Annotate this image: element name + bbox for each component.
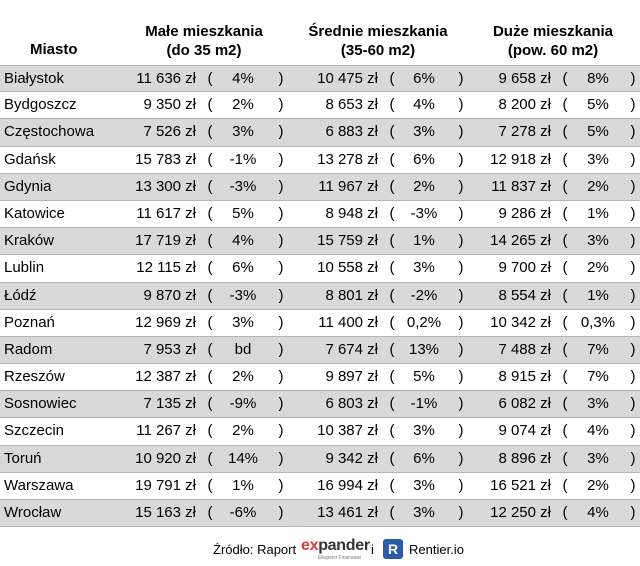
- small-price: 15 163 zł: [135, 504, 196, 521]
- large-change: 5%: [587, 123, 609, 141]
- medium-change: 5%: [413, 368, 435, 386]
- paren-open: (: [389, 504, 395, 521]
- small-change: 6%: [232, 259, 254, 277]
- small-price: 12 387 zł: [135, 368, 196, 386]
- paren-open: (: [562, 340, 568, 358]
- header-large-title: Duże mieszkania: [492, 23, 614, 40]
- medium-change: 2%: [413, 177, 435, 195]
- and-text: i: [371, 542, 374, 557]
- city-name: Katowice: [4, 204, 65, 222]
- paren-open: (: [207, 395, 213, 413]
- small-price: 17 719 zł: [135, 232, 196, 250]
- paren-open: (: [207, 70, 213, 87]
- city-name: Bydgoszcz: [4, 96, 77, 114]
- paren-close: ): [278, 96, 284, 114]
- large-change: 4%: [587, 422, 609, 440]
- medium-change: -1%: [410, 395, 438, 413]
- paren-open: (: [389, 395, 395, 413]
- small-price: 11 636 zł: [136, 70, 196, 87]
- paren-open: (: [562, 150, 568, 168]
- medium-change: 1%: [413, 232, 435, 250]
- city-name: Gdańsk: [4, 150, 56, 168]
- large-price: 9 286 zł: [498, 204, 551, 222]
- medium-change: 3%: [413, 504, 435, 521]
- medium-change: -3%: [410, 204, 438, 222]
- paren-close: ): [278, 150, 284, 168]
- large-change: 0,3%: [580, 313, 616, 331]
- large-price: 8 554 zł: [498, 286, 551, 304]
- paren-close: ): [278, 476, 284, 494]
- paren-close: ): [458, 422, 464, 440]
- large-change: 2%: [587, 177, 609, 195]
- small-change: -9%: [229, 395, 257, 413]
- paren-close: ): [630, 286, 636, 304]
- large-price: 12 918 zł: [490, 150, 551, 168]
- table-row: [0, 201, 640, 228]
- header-city: Miasto: [30, 41, 78, 58]
- medium-change: 13%: [408, 340, 440, 358]
- large-price: 11 837 zł: [491, 177, 551, 195]
- table-header: [0, 0, 640, 66]
- paren-open: (: [389, 340, 395, 358]
- medium-price: 10 475 zł: [317, 70, 378, 87]
- paren-close: ): [458, 123, 464, 141]
- paren-open: (: [207, 96, 213, 114]
- paren-open: (: [389, 150, 395, 168]
- paren-open: (: [562, 177, 568, 195]
- large-change: 7%: [587, 340, 609, 358]
- small-change: 2%: [232, 422, 254, 440]
- paren-open: (: [207, 313, 213, 331]
- paren-open: (: [562, 313, 568, 331]
- large-change: 5%: [587, 96, 609, 114]
- medium-price: 6 803 zł: [325, 395, 378, 413]
- medium-price: 15 759 zł: [317, 232, 378, 250]
- city-name: Warszawa: [4, 476, 74, 494]
- city-name: Gdynia: [4, 177, 52, 195]
- large-change: 3%: [587, 395, 609, 413]
- paren-open: (: [389, 204, 395, 222]
- paren-open: (: [562, 368, 568, 386]
- medium-price: 10 558 zł: [317, 259, 378, 277]
- table-row: [0, 255, 640, 282]
- large-price: 9 074 zł: [498, 422, 551, 440]
- paren-open: (: [562, 70, 568, 87]
- header-medium-range: (35-60 m2): [340, 42, 416, 59]
- large-change: 7%: [587, 368, 609, 386]
- small-change: 4%: [232, 70, 254, 87]
- large-change: 1%: [587, 204, 609, 222]
- paren-close: ): [278, 340, 284, 358]
- paren-open: (: [207, 422, 213, 440]
- city-name: Lublin: [4, 259, 45, 277]
- paren-close: ): [630, 340, 636, 358]
- paren-close: ): [278, 123, 284, 141]
- large-price: 8 896 zł: [498, 449, 551, 467]
- medium-change: 6%: [413, 449, 435, 467]
- header-small-apartments: [128, 22, 280, 60]
- paren-close: ): [278, 313, 284, 331]
- small-price: 10 920 zł: [135, 449, 196, 467]
- header-medium-apartments: [293, 22, 463, 60]
- table-row: [0, 92, 640, 119]
- expander-tagline: Eksperci Finansowi: [318, 555, 362, 561]
- table-row: [0, 65, 640, 92]
- paren-close: ): [278, 422, 284, 440]
- paren-close: ): [278, 368, 284, 386]
- table-row: [0, 364, 640, 391]
- paren-open: (: [389, 96, 395, 114]
- city-name: Szczecin: [4, 422, 65, 440]
- small-change: 14%: [227, 449, 259, 467]
- medium-price: 8 653 zł: [325, 96, 378, 114]
- small-change: 3%: [232, 123, 254, 141]
- paren-open: (: [207, 177, 213, 195]
- large-price: 7 488 zł: [498, 340, 551, 358]
- small-price: 7 526 zł: [143, 123, 196, 141]
- paren-close: ): [278, 232, 284, 250]
- paren-close: ): [630, 232, 636, 250]
- city-name: Kraków: [4, 232, 55, 250]
- medium-price: 8 948 zł: [325, 204, 378, 222]
- paren-close: ): [278, 286, 284, 304]
- small-change: 5%: [232, 204, 254, 222]
- paren-open: (: [207, 476, 213, 494]
- large-change: 2%: [587, 259, 609, 277]
- large-change: 1%: [587, 286, 609, 304]
- small-price: 7 135 zł: [143, 395, 196, 413]
- paren-close: ): [630, 259, 636, 277]
- paren-close: ): [458, 70, 464, 87]
- paren-close: ): [458, 232, 464, 250]
- small-price: 15 783 zł: [135, 150, 196, 168]
- city-name: Sosnowiec: [4, 395, 77, 413]
- paren-open: (: [207, 123, 213, 141]
- paren-open: (: [562, 395, 568, 413]
- paren-open: (: [562, 449, 568, 467]
- medium-change: 6%: [413, 70, 435, 87]
- paren-close: ): [458, 177, 464, 195]
- paren-close: ): [630, 70, 636, 87]
- source-footer: [0, 536, 640, 562]
- small-price: 11 617 zł: [136, 204, 196, 222]
- table-row: [0, 147, 640, 174]
- paren-close: ): [630, 476, 636, 494]
- paren-close: ): [630, 368, 636, 386]
- header-large-apartments: [478, 22, 628, 60]
- table-row: [0, 473, 640, 500]
- paren-close: ): [278, 449, 284, 467]
- header-small-title: Małe mieszkania: [145, 23, 263, 40]
- large-change: 2%: [587, 476, 609, 494]
- paren-close: ): [630, 96, 636, 114]
- paren-open: (: [389, 70, 395, 87]
- paren-open: (: [562, 504, 568, 521]
- paren-close: ): [458, 286, 464, 304]
- header-large-range: (pow. 60 m2): [507, 42, 599, 59]
- paren-close: ): [458, 96, 464, 114]
- paren-open: (: [389, 177, 395, 195]
- paren-open: (: [389, 368, 395, 386]
- medium-price: 16 994 zł: [317, 476, 378, 494]
- paren-open: (: [207, 232, 213, 250]
- paren-close: ): [458, 395, 464, 413]
- small-change: 2%: [232, 368, 254, 386]
- small-change: -3%: [229, 177, 257, 195]
- paren-close: ): [278, 70, 284, 87]
- paren-close: ): [458, 476, 464, 494]
- large-price: 8 915 zł: [498, 368, 551, 386]
- medium-price: 9 342 zł: [325, 449, 378, 467]
- paren-open: (: [207, 286, 213, 304]
- paren-open: (: [389, 232, 395, 250]
- table-row: [0, 391, 640, 418]
- paren-close: ): [458, 340, 464, 358]
- large-change: 4%: [587, 504, 609, 521]
- paren-close: ): [278, 504, 284, 521]
- medium-change: 0,2%: [406, 313, 442, 331]
- medium-price: 13 461 zł: [317, 504, 378, 521]
- small-change: 3%: [232, 313, 254, 331]
- large-price: 6 082 zł: [498, 395, 551, 413]
- paren-close: ): [458, 259, 464, 277]
- expander-logo-rest: pander: [318, 537, 370, 554]
- table-row: [0, 337, 640, 364]
- table-body: [0, 65, 640, 527]
- small-change: -6%: [229, 504, 257, 521]
- expander-logo: [301, 537, 370, 555]
- paren-close: ): [278, 204, 284, 222]
- medium-change: 3%: [413, 422, 435, 440]
- table-row: [0, 310, 640, 337]
- paren-open: (: [207, 204, 213, 222]
- paren-open: (: [389, 422, 395, 440]
- paren-open: (: [562, 123, 568, 141]
- paren-close: ): [278, 259, 284, 277]
- city-name: Toruń: [4, 449, 42, 467]
- small-price: 7 953 zł: [143, 340, 196, 358]
- table-row: [0, 228, 640, 255]
- large-change: 3%: [587, 232, 609, 250]
- small-change: 4%: [232, 232, 254, 250]
- medium-change: 6%: [413, 150, 435, 168]
- paren-open: (: [562, 204, 568, 222]
- paren-close: ): [278, 395, 284, 413]
- medium-price: 6 883 zł: [325, 123, 378, 141]
- expander-logo-accent: ex: [301, 537, 319, 554]
- paren-open: (: [207, 150, 213, 168]
- paren-close: ): [630, 422, 636, 440]
- small-price: 19 791 zł: [135, 476, 196, 494]
- table-row: [0, 119, 640, 146]
- city-name: Białystok: [4, 70, 65, 87]
- paren-open: (: [562, 422, 568, 440]
- paren-close: ): [630, 150, 636, 168]
- large-price: 10 342 zł: [490, 313, 551, 331]
- source-label: Źródło: Raport: [213, 542, 297, 557]
- paren-open: (: [562, 96, 568, 114]
- paren-close: ): [458, 150, 464, 168]
- medium-price: 11 400 zł: [318, 313, 378, 331]
- small-price: 12 115 zł: [136, 259, 196, 277]
- paren-open: (: [389, 123, 395, 141]
- medium-price: 11 967 zł: [318, 177, 378, 195]
- paren-open: (: [389, 313, 395, 331]
- medium-change: 4%: [413, 96, 435, 114]
- small-price: 13 300 zł: [135, 177, 196, 195]
- paren-close: ): [630, 449, 636, 467]
- paren-close: ): [278, 177, 284, 195]
- paren-close: ): [458, 449, 464, 467]
- small-change: -3%: [229, 286, 257, 304]
- city-name: Łódź: [4, 286, 37, 304]
- paren-open: (: [389, 286, 395, 304]
- paren-close: ): [630, 177, 636, 195]
- large-price: 16 521 zł: [490, 476, 551, 494]
- large-price: 8 200 zł: [498, 96, 551, 114]
- city-name: Wrocław: [4, 504, 62, 521]
- paren-close: ): [630, 204, 636, 222]
- table-row: [0, 418, 640, 445]
- medium-change: 3%: [413, 259, 435, 277]
- medium-price: 10 387 zł: [317, 422, 378, 440]
- medium-price: 13 278 zł: [317, 150, 378, 168]
- paren-open: (: [562, 259, 568, 277]
- paren-close: ): [630, 395, 636, 413]
- header-small-range: (do 35 m2): [166, 42, 242, 59]
- large-price: 12 250 zł: [490, 504, 551, 521]
- large-change: 3%: [587, 449, 609, 467]
- paren-open: (: [207, 259, 213, 277]
- medium-change: -2%: [410, 286, 438, 304]
- large-change: 3%: [587, 150, 609, 168]
- large-price: 14 265 zł: [490, 232, 551, 250]
- small-change: -1%: [229, 150, 257, 168]
- table-row: [0, 446, 640, 473]
- large-price: 9 700 zł: [498, 259, 551, 277]
- paren-open: (: [207, 340, 213, 358]
- table-row: [0, 174, 640, 201]
- paren-open: (: [389, 259, 395, 277]
- paren-close: ): [630, 504, 636, 521]
- city-name: Poznań: [4, 313, 55, 331]
- small-price: 9 350 zł: [143, 96, 196, 114]
- paren-open: (: [562, 476, 568, 494]
- city-name: Radom: [4, 340, 53, 358]
- small-change: 1%: [232, 476, 254, 494]
- paren-close: ): [630, 123, 636, 141]
- paren-open: (: [207, 368, 213, 386]
- table-row: [0, 500, 640, 527]
- rentier-logo-icon: R: [383, 539, 403, 559]
- paren-open: (: [207, 504, 213, 521]
- paren-close: ): [458, 313, 464, 331]
- large-change: 8%: [587, 70, 609, 87]
- medium-change: 3%: [413, 476, 435, 494]
- small-price: 9 870 zł: [143, 286, 196, 304]
- paren-close: ): [458, 368, 464, 386]
- large-price: 9 658 zł: [498, 70, 551, 87]
- medium-change: 3%: [413, 123, 435, 141]
- paren-open: (: [389, 449, 395, 467]
- paren-open: (: [562, 286, 568, 304]
- header-medium-title: Średnie mieszkania: [308, 23, 448, 40]
- medium-price: 7 674 zł: [325, 340, 378, 358]
- medium-price: 8 801 zł: [325, 286, 378, 304]
- table-row: [0, 283, 640, 310]
- paren-open: (: [207, 449, 213, 467]
- paren-open: (: [389, 476, 395, 494]
- small-change: 2%: [232, 96, 254, 114]
- city-name: Częstochowa: [4, 123, 95, 141]
- large-price: 7 278 zł: [498, 123, 551, 141]
- small-price: 11 267 zł: [136, 422, 196, 440]
- medium-price: 9 897 zł: [325, 368, 378, 386]
- paren-close: ): [458, 204, 464, 222]
- city-name: Rzeszów: [4, 368, 65, 386]
- small-change: bd: [234, 340, 252, 358]
- small-price: 12 969 zł: [135, 313, 196, 331]
- rentier-logo-text: Rentier.io: [409, 542, 464, 557]
- paren-close: ): [458, 504, 464, 521]
- paren-open: (: [562, 232, 568, 250]
- paren-close: ): [630, 313, 636, 331]
